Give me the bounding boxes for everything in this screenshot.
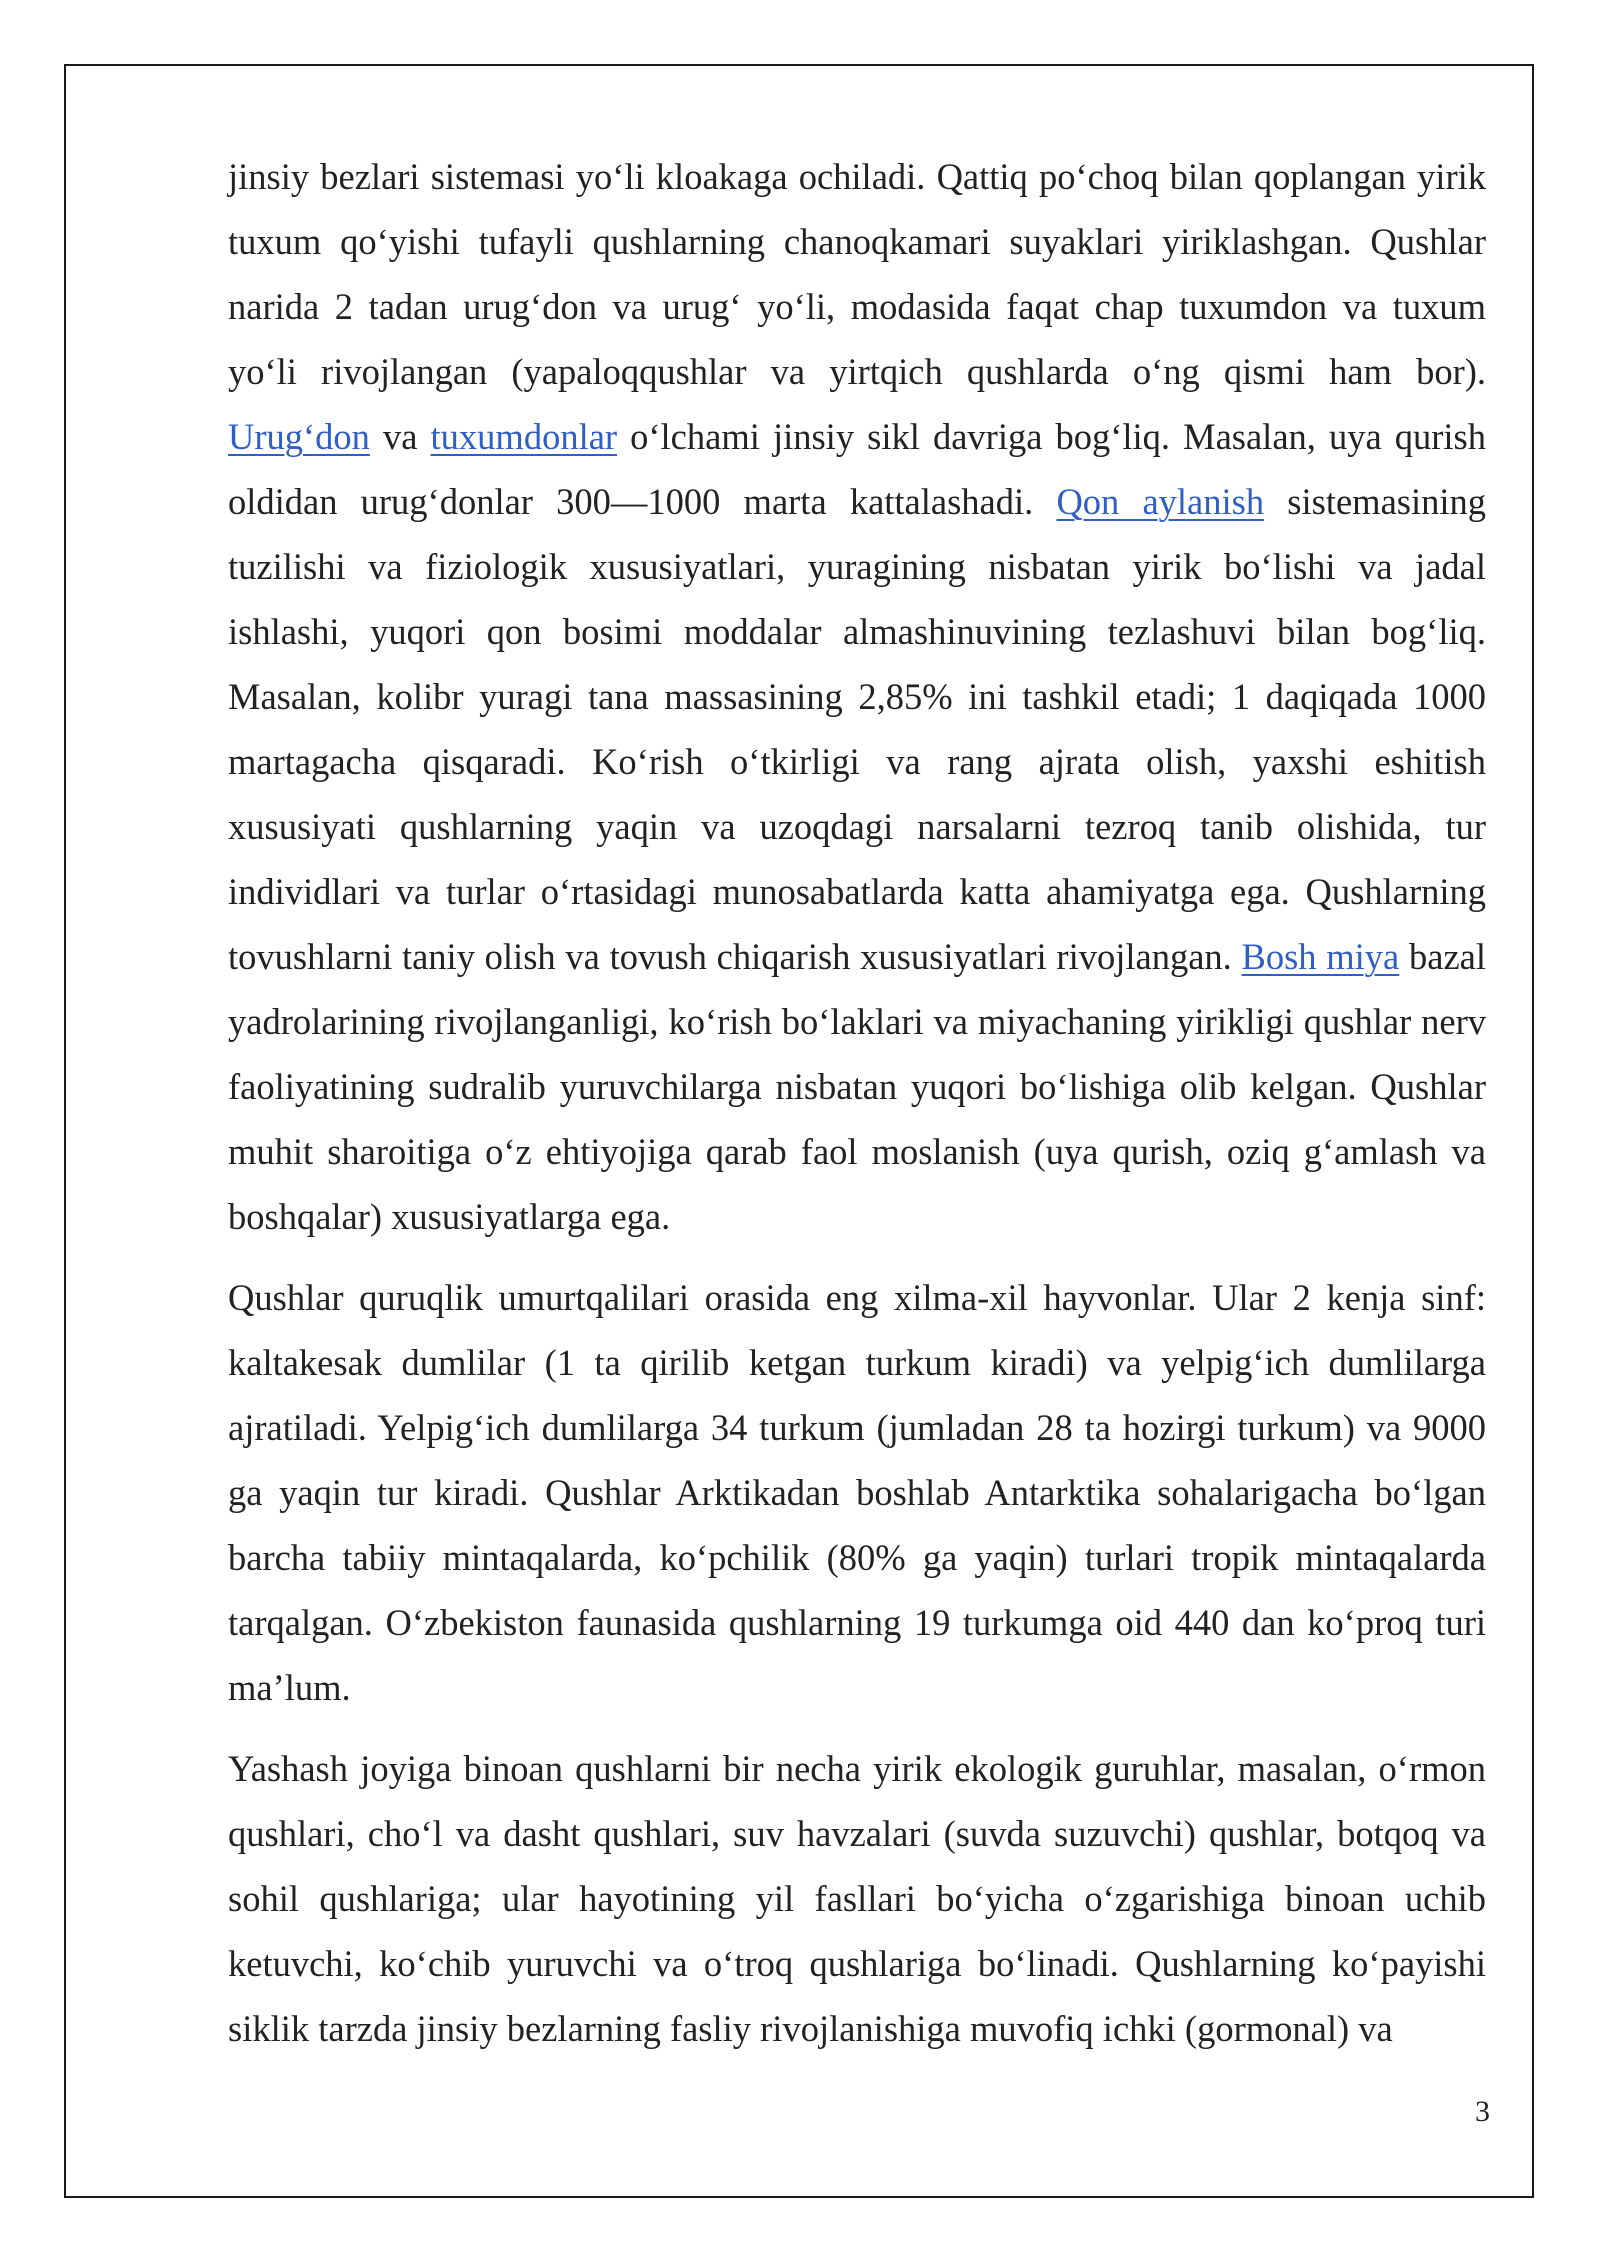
link-tuxumdonlar[interactable]: tuxumdonlar — [430, 416, 618, 457]
text-run: sistemasining tuzilishi va fiziologik xususiyatlari, yuragining nisbatan yirik bo‘lishi va jadal ishlashi, yuqori qon bosimi moddalar almashinuvining tezlashuvi bilan bog‘liq. Masalan, kolibr yuragi tana massasining 2,85% ini tashkil etadi; 1 daqiqada 1000 martagacha qisqaradi. Ko‘rish o‘tkirligi va rang ajrata olish, yaxshi eshitish xususiyati qushlarning yaqin va uzoqdagi narsalarni tezroq tanib olishida, tur individlari va turlar o‘rtasidagi munosabatlarda katta ahamiyatga ega. Qushlarning tovushlarni taniy olish va tovush chiqarish xususiyatlari rivojlangan. — [228, 481, 1486, 977]
page-number: 3 — [1475, 2095, 1490, 2128]
link-urugdon[interactable]: Urug‘don — [228, 416, 370, 457]
link-bosh-miya[interactable]: Bosh miya — [1241, 936, 1400, 977]
text-run: o‘lchami jinsiy sikl davriga bog‘liq. Masalan, uya qurish oldidan urug‘donlar 300—1000 marta kattalashadi. — [228, 416, 1487, 522]
document-body — [228, 144, 1486, 2077]
text-run: jinsiy bezlari sistemasi yo‘li kloakaga ochiladi. Qattiq po‘choq bilan qoplangan yirik tuxum qo‘yishi tufayli qushlarning chanoqkamari suyaklari yiriklashgan. Qushlar narida 2 tadan urug‘don va urug‘ yo‘li, modasida faqat chap tuxumdon va tuxum yo‘li rivojlangan (yapaloqqushlar va yirtqich qushlarda o‘ng qismi ham bor). — [228, 156, 1486, 392]
paragraph-2 — [228, 1265, 1486, 1720]
paragraph-3 — [228, 1736, 1486, 2061]
text-run: Qushlar quruqlik umurtqalilari orasida eng xilma-xil hayvonlar. Ular 2 kenja sinf: kaltakesak dumlilar (1 ta qirilib ketgan turkum kiradi) va yelpig‘ich dumlilarga ajratiladi. Yelpig‘ich dumlilarga 34 turkum (jumladan 28 ta hozirgi turkum) va 9000 ga yaqin tur kiradi. Qushlar Arktikadan boshlab Antarktika sohalarigacha bo‘lgan barcha tabiiy mintaqalarda, ko‘pchilik (80% ga yaqin) turlari tropik mintaqalarda tarqalgan. O‘zbekiston faunasida qushlarning 19 turkumga oid 440 dan ko‘proq turi ma’lum. — [228, 1277, 1486, 1708]
text-run: Yashash joyiga binoan qushlarni bir necha yirik ekologik guruhlar, masalan, o‘rmon qushlari, cho‘l va dasht qushlari, suv havzalari (suvda suzuvchi) qushlar, botqoq va sohil qushlariga; ular hayotining yil fasllari bo‘yicha o‘zgarishiga binoan uchib ketuvchi, ko‘chib yuruvchi va o‘troq qushlariga bo‘linadi. Qushlarning ko‘payishi siklik tarzda jinsiy bezlarning fasliy rivojlanishiga muvofiq ichki (gormonal) va — [228, 1748, 1486, 2049]
text-run: bazal yadrolarining rivojlanganligi, ko‘rish bo‘laklari va miyachaning yirikligi qushlar nerv faoliyatining sudralib yuruvchilarga nisbatan yuqori bo‘lishiga olib kelgan. Qushlar muhit sharoitiga o‘z ehtiyojiga qarab faol moslanish (uya qurish, oziq g‘amlash va boshqalar) xususiyatlarga ega. — [228, 936, 1486, 1237]
text-run: va — [369, 416, 431, 457]
paragraph-1 — [228, 144, 1486, 1249]
link-qon-aylanish[interactable]: Qon aylanish — [1056, 481, 1265, 522]
